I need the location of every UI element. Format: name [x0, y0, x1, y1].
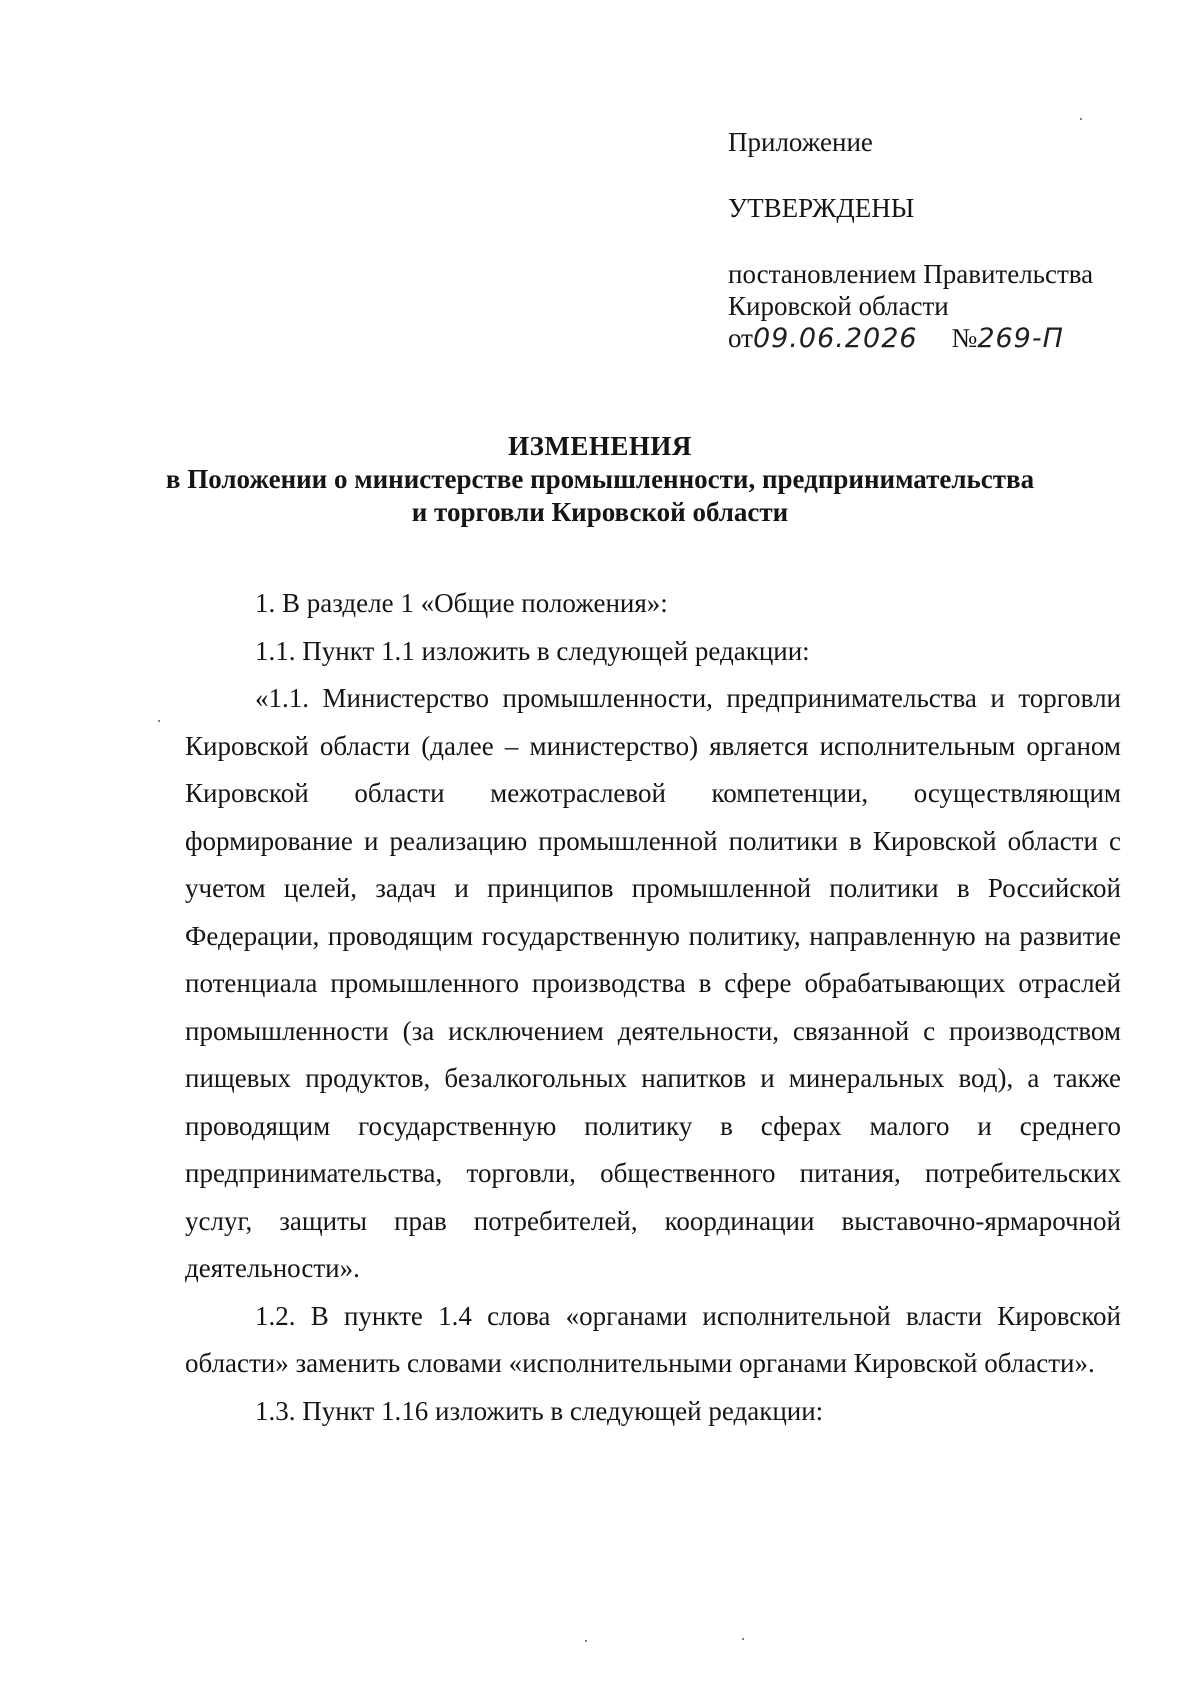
approval-block [728, 126, 1168, 355]
approved-label: УТВЕРЖДЕНЫ [728, 193, 915, 223]
title-line-3: и торговли Кировской области [411, 497, 789, 527]
title-main: ИЗМЕНЕНИЯ [508, 431, 692, 461]
appendix-label: Приложение [728, 127, 873, 157]
resolution-line-1: постановлением Правительства [728, 259, 1094, 289]
date-prefix: от [728, 323, 753, 353]
scan-speck [742, 1638, 744, 1640]
document-body [185, 580, 1121, 1435]
handwritten-number: 269-П [977, 323, 1064, 354]
title-line-2: в Положении о министерстве промышленности, предпринимательства [165, 464, 1035, 494]
date-number-line [728, 322, 1168, 355]
scan-speck [158, 720, 160, 722]
scan-speck [585, 1640, 587, 1642]
paragraph-1-2: 1.2. В пункте 1.4 слова «органами исполнительной власти Кировской области» заменить словами «исполнительными органами Кировской области». [185, 1300, 1121, 1378]
document-title [60, 430, 1140, 529]
scan-speck [1080, 118, 1082, 120]
paragraph-1-3: 1.3. Пункт 1.16 изложить в следующей редакции: [255, 1395, 824, 1426]
paragraph-1-1-text: «1.1. Министерство промышленности, предпринимательства и торговли Кировской области (далее – министерство) является исполнительным органом Кировской области межотраслевой компетенции, осуществляющим формирование и реализацию промышленной политики в Кировской области с учетом целей, задач и принципов промышленной политики в Российской Федерации, проводящим государственную политику, направленную на развитие потенциала промышленного производства в сфере обрабатывающих отраслей промышленности (за исключением деятельности, связанной с производством пищевых продуктов, безалкогольных напитков и минеральных вод), а также проводящим государственную политику в сферах малого и среднего предпринимательства, торговли, общественного питания, потребительских услуг, защиты прав потребителей, координации выставочно-ярмарочной деятельности». [185, 683, 1121, 1283]
paragraph-1-1: 1.1. Пункт 1.1 изложить в следующей редакции: [255, 635, 810, 666]
paragraph-1: 1. В разделе 1 «Общие положения»: [255, 588, 668, 618]
number-prefix: № [951, 323, 978, 353]
resolution-line-2: Кировской области [728, 291, 949, 321]
handwritten-date: 09.06.2026 [752, 323, 918, 354]
